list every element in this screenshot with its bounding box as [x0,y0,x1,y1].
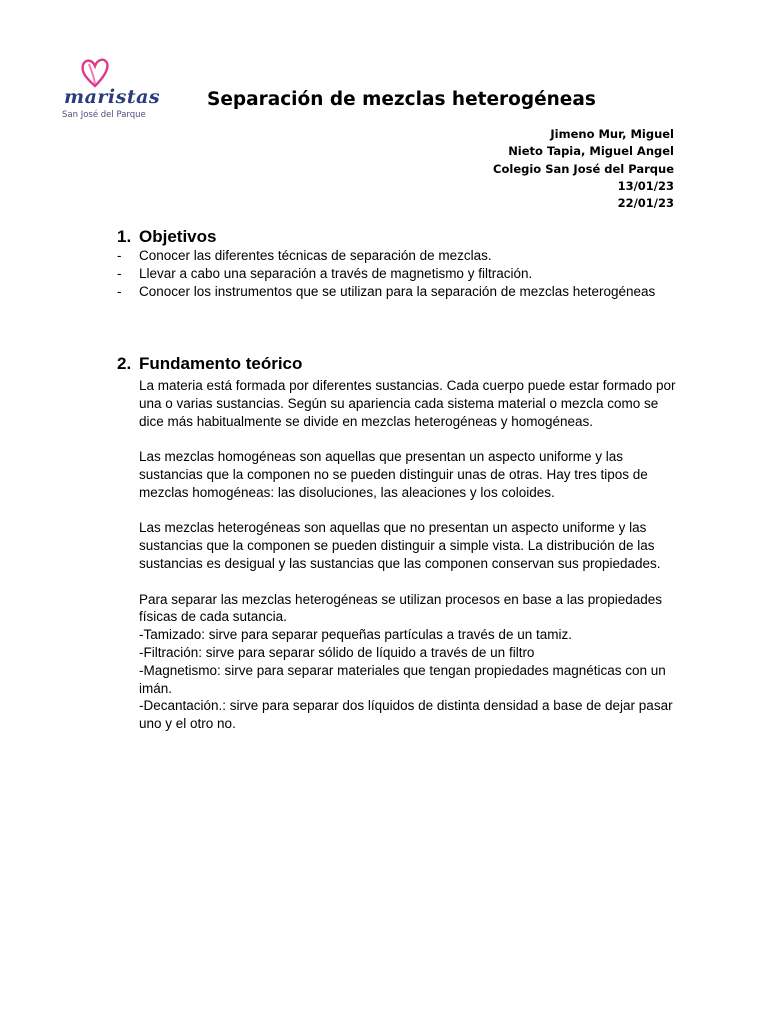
section-fundamento [117,354,677,733]
section-number: 1. [117,227,132,246]
date-1: 13/01/23 [617,178,674,193]
logo-brand: maristas [64,86,161,108]
method-item: -Tamizado: sirve para separar pequeñas partículas a través de un tamiz. [139,627,572,643]
method-item: -Filtración: sirve para separar sólido de líquido a través de un filtro [139,644,535,660]
list-item-text: Conocer los instrumentos que se utilizan para la separación de mezclas heterogéneas [139,284,656,299]
method-item: -Magnetismo: sirve para separar materiales que tengan propiedades magnéticas con un imán. [139,662,666,696]
page-title: Separación de mezclas heterogéneas [207,89,596,110]
list-dash: - [117,248,122,263]
list-item-text: Conocer las diferentes técnicas de separación de mezclas. [139,248,492,263]
section-objetivos [117,227,677,301]
school-logo [60,56,160,122]
list-item [117,283,677,301]
section-number: 2. [117,354,132,373]
methods-intro: Para separar las mezclas heterogéneas se utilizan procesos en base a las propiedades físicas de cada sutancia. [139,591,663,625]
section-title: Objetivos [139,227,217,246]
meta-block [493,126,674,212]
methods-block [139,591,677,733]
section-title: Fundamento teórico [139,354,303,373]
paragraph: Las mezclas heterogéneas son aquellas que no presentan un aspecto uniforme y las sustancias que la componen se pueden distinguir a simple vista. La distribución de las sustancias es desigual y las sustancias que las componen conservan sus propiedades. [139,520,661,571]
paragraph: Las mezclas homogéneas son aquellas que presentan un aspecto uniforme y las sustancias que la componen no se pueden distinguir unas de otras. Hay tres tipos de mezclas homogéneas: las disoluciones, las aleaciones y los coloides. [139,449,648,500]
author-2: Nieto Tapia, Miguel Angel [508,144,674,159]
method-item: -Decantación.: sirve para separar dos líquidos de distinta densidad a base de dejar pasar uno y el otro no. [139,698,673,732]
objectives-list [117,247,677,301]
section-body [139,377,677,733]
school-name: Colegio San José del Parque [493,161,674,176]
list-dash: - [117,284,122,299]
date-2: 22/01/23 [617,196,674,211]
heart-ribbon-icon [80,56,110,88]
logo-subtitle: San José del Parque [62,110,146,120]
author-1: Jimeno Mur, Miguel [550,127,674,141]
list-dash: - [117,266,122,281]
list-item [117,265,677,283]
section-heading [117,354,677,374]
list-item-text: Llevar a cabo una separación a través de magnetismo y filtración. [139,266,533,281]
list-item [117,247,677,265]
section-heading [117,227,677,247]
paragraph: La materia está formada por diferentes sustancias. Cada cuerpo puede estar formado por una o varias sustancias. Según su apariencia cada sistema material o mezcla como se dice más habitualmente se divide en mezclas heterogéneas y homogéneas. [139,378,676,429]
